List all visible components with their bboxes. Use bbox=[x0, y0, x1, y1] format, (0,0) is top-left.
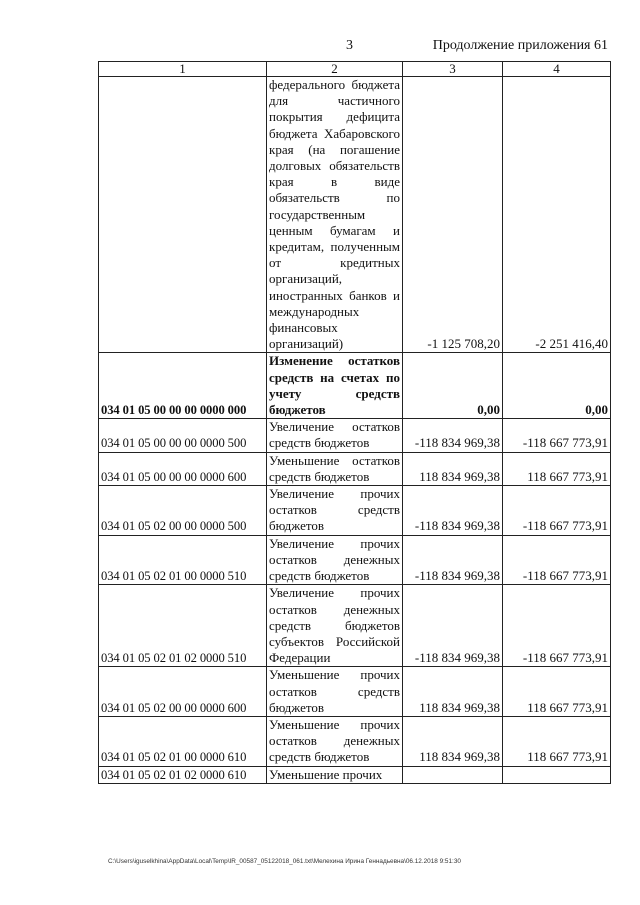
value-cell-year1: -118 834 969,38 bbox=[403, 486, 503, 536]
table-row bbox=[99, 486, 611, 536]
code-cell: 034 01 05 02 01 00 0000 610 bbox=[99, 716, 267, 766]
value-cell-year2 bbox=[503, 766, 611, 783]
code-cell bbox=[99, 77, 267, 353]
footer-path: C:\Users\iguselkhina\AppData\Local\Temp\IR_00587_05122018_061.txt\Мелехина Ирина Геннадьевна\06.12.2018 9:51:30 bbox=[108, 858, 461, 865]
value-cell-year1: 0,00 bbox=[403, 353, 503, 419]
code-cell: 034 01 05 02 01 00 0000 510 bbox=[99, 535, 267, 585]
code-cell: 034 01 05 02 01 02 0000 610 bbox=[99, 766, 267, 783]
value-cell-year1: -118 834 969,38 bbox=[403, 535, 503, 585]
description-cell: Увеличение прочих остатков денежных средств бюджетов bbox=[267, 535, 403, 585]
value-cell-year2: 118 667 773,91 bbox=[503, 667, 611, 717]
appendix-title: Продолжение приложения 61 bbox=[432, 38, 608, 53]
page-number: 3 bbox=[346, 38, 353, 53]
code-cell: 034 01 05 00 00 00 0000 000 bbox=[99, 353, 267, 419]
column-header: 4 bbox=[503, 62, 611, 77]
table-row bbox=[99, 419, 611, 452]
value-cell-year2: -118 667 773,91 bbox=[503, 486, 611, 536]
value-cell-year2: -118 667 773,91 bbox=[503, 585, 611, 667]
table-row bbox=[99, 77, 611, 353]
value-cell-year2: 0,00 bbox=[503, 353, 611, 419]
value-cell-year1: 118 834 969,38 bbox=[403, 667, 503, 717]
description-cell: Увеличение остатков средств бюджетов bbox=[267, 419, 403, 452]
value-cell-year2: -118 667 773,91 bbox=[503, 535, 611, 585]
table-row bbox=[99, 535, 611, 585]
description-cell: Изменение остатков средств на счетах по учету средств бюджетов bbox=[267, 353, 403, 419]
value-cell-year2: -118 667 773,91 bbox=[503, 419, 611, 452]
code-cell: 034 01 05 00 00 00 0000 600 bbox=[99, 452, 267, 485]
column-header: 3 bbox=[403, 62, 503, 77]
value-cell-year2: -2 251 416,40 bbox=[503, 77, 611, 353]
value-cell-year2: 118 667 773,91 bbox=[503, 452, 611, 485]
description-cell: Увеличение прочих остатков денежных средств бюджетов субъектов Российской Федерации bbox=[267, 585, 403, 667]
table-row bbox=[99, 667, 611, 717]
value-cell-year1 bbox=[403, 766, 503, 783]
description-cell: Уменьшение прочих остатков денежных средств бюджетов bbox=[267, 716, 403, 766]
code-cell: 034 01 05 02 00 00 0000 600 bbox=[99, 667, 267, 717]
table-body bbox=[99, 77, 611, 784]
budget-table bbox=[98, 61, 611, 784]
table-row bbox=[99, 766, 611, 783]
code-cell: 034 01 05 02 01 02 0000 510 bbox=[99, 585, 267, 667]
value-cell-year1: -1 125 708,20 bbox=[403, 77, 503, 353]
value-cell-year1: 118 834 969,38 bbox=[403, 716, 503, 766]
column-header: 1 bbox=[99, 62, 267, 77]
table-row bbox=[99, 585, 611, 667]
description-cell: федерального бюджета для частичного покрытия дефицита бюджета Хабаровского края (на погашение долговых обязательств края в виде обязательств по государственным ценным бумагам и кредитам, полученным от кредитных организаций, иностранных банков и международных финансовых организаций) bbox=[267, 77, 403, 353]
table-row bbox=[99, 353, 611, 419]
description-cell: Уменьшение прочих bbox=[267, 766, 403, 783]
column-header-row bbox=[99, 62, 611, 77]
description-cell: Уменьшение прочих остатков средств бюджетов bbox=[267, 667, 403, 717]
table-row bbox=[99, 452, 611, 485]
description-cell: Уменьшение остатков средств бюджетов bbox=[267, 452, 403, 485]
code-cell: 034 01 05 00 00 00 0000 500 bbox=[99, 419, 267, 452]
value-cell-year1: 118 834 969,38 bbox=[403, 452, 503, 485]
table-row bbox=[99, 716, 611, 766]
description-cell: Увеличение прочих остатков средств бюджетов bbox=[267, 486, 403, 536]
column-header: 2 bbox=[267, 62, 403, 77]
value-cell-year1: -118 834 969,38 bbox=[403, 585, 503, 667]
code-cell: 034 01 05 02 00 00 0000 500 bbox=[99, 486, 267, 536]
value-cell-year2: 118 667 773,91 bbox=[503, 716, 611, 766]
value-cell-year1: -118 834 969,38 bbox=[403, 419, 503, 452]
